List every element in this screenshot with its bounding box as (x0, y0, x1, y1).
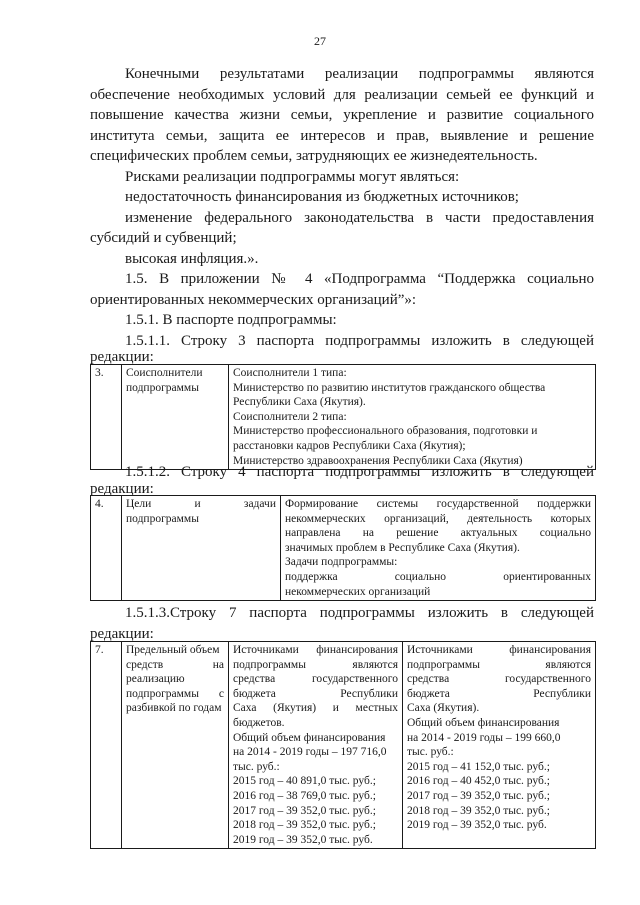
row-content: Формирование системы государственной поддержки некоммерческих организаций, деятельность которых направлена на решение актуальных социально значимых проблем в Республике Саха (Якутия). Задачи подпрограммы: поддержка социально ориентированных некоммерческих организаций (281, 496, 596, 601)
old-financing-column: Источниками финансирования подпрограммы являются средства государственного бюджета Республики Саха (Якутия) и местных бюджетов. Общий объем финансирования на 2014 - 2019 годы – 197 716,0 тыс. руб.: 2015 год – 40 891,0 тыс. руб.; 2016 год – 38 769,0 тыс. руб.; 2017 год – 39 352,0 тыс. руб.; 2018 год – 39 352,0 тыс. руб.; 2019 год – 39 352,0 тыс. руб. (229, 642, 403, 849)
paragraph-line: Рисками реализации подпрограммы могут являться: (125, 168, 460, 185)
paragraph-line: Конечными результатами реализации подпрограммы являются (125, 66, 594, 82)
section-heading: ориентированных некоммерческих организаций”»: (90, 291, 417, 308)
instruction-line: редакции: (90, 349, 154, 365)
passport-table-row-7 (90, 641, 596, 849)
paragraph-line: субсидий и субвенций; (90, 230, 237, 246)
instruction-line: редакции: (90, 481, 154, 497)
paragraph-line: недостаточность финансирования из бюджетных источников; (125, 189, 519, 205)
passport-table-row-4 (90, 495, 596, 601)
row-content: Соисполнители 1 типа: Министерство по развитию институтов гражданского общества Республики Саха (Якутия). Соисполнители 2 типа: Министерство профессионального образования, подготовки и расстановки кадров Республики Саха (Якутия); Министерство здравоохранения Республики Саха (Якутия) (229, 365, 596, 470)
paragraph-line: специфических проблем семьи, затрудняющих ее жизнедеятельность. (90, 148, 538, 164)
row-label: Соисполнители подпрограммы (122, 365, 229, 470)
new-financing-column: Источниками финансирования подпрограммы являются средства государственного бюджета Республики Саха (Якутия). Общий объем финансирования на 2014 - 2019 годы – 199 660,0 тыс. руб.: 2015 год – 41 152,0 тыс. руб.; 2016 год – 40 452,0 тыс. руб.; 2017 год – 39 352,0 тыс. руб.; 2018 год – 39 352,0 тыс. руб.; 2019 год – 39 352,0 тыс. руб. (403, 642, 596, 849)
paragraph-line: института семьи, защита ее интересов и прав, выявление и решение (90, 127, 594, 144)
paragraph-line: высокая инфляция.». (125, 250, 259, 267)
section-heading: 1.5. В приложении № 4 «Подпрограмма “Поддержка социально (125, 271, 594, 287)
row-number: 3. (91, 365, 122, 470)
instruction-line: 1.5.1.1. Строку 3 паспорта подпрограммы изложить в следующей (125, 332, 594, 349)
row-number: 4. (91, 496, 122, 601)
paragraph-line: изменение федерального законодательства в части предоставления (125, 209, 594, 226)
row-number: 7. (91, 642, 122, 849)
paragraph-line: повышение качества жизни семьи, укрепление и развитие социального (90, 107, 594, 123)
row-label: Предельный объем средств на реализацию подпрограммы с разбивкой по годам (122, 642, 229, 849)
row-label: Цели и задачи подпрограммы (122, 496, 281, 601)
paragraph-line: обеспечение необходимых условий для реализации семьей ее функций и (90, 86, 594, 103)
instruction-line: 1.5.1.3.Строку 7 паспорта подпрограммы изложить в следующей (125, 605, 594, 621)
page-number: 27 (314, 34, 326, 48)
subsection-heading: 1.5.1. В паспорте подпрограммы: (125, 312, 337, 328)
passport-table-row-3 (90, 364, 596, 470)
instruction-line: редакции: (90, 626, 154, 642)
instruction-line: 1.5.1.2. Строку 4 паспорта подпрограммы изложить в следующей (125, 464, 594, 480)
